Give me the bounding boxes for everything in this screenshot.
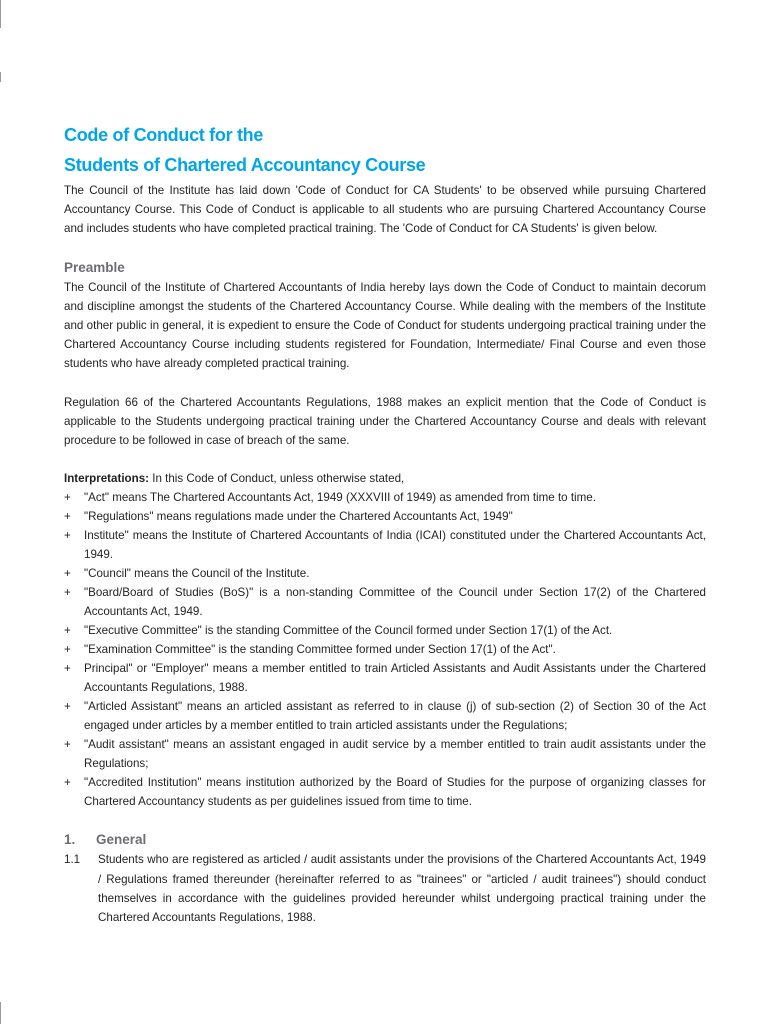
document-title-line2: Students of Chartered Accountancy Course — [64, 155, 426, 175]
plus-bullet-icon: + — [64, 662, 71, 676]
section-1-heading — [64, 830, 706, 850]
list-item-text: "Examination Committee" is the standing Committee formed under Section 17(1) of the Act". — [84, 643, 556, 657]
list-item-text: "Act" means The Chartered Accountants Act, 1949 (XXXVIII of 1949) as amended from time to time. — [84, 491, 596, 505]
list-item-text: "Articled Assistant" means an articled assistant as referred to in clause (j) of sub-section (2) of Section 30 of the Act engaged under articles by a member entitled to train articled assistants under the Regulations; — [84, 700, 706, 733]
intro-paragraph: The Council of the Institute has laid down 'Code of Conduct for CA Students' to be observed while pursuing Chartered Accountancy Course. This Code of Conduct is applicable to all students who are pursuing Chartered Accountancy Course and includes students who have completed practical training. The 'Code of Conduct for CA Students' is given below. — [64, 184, 706, 236]
list-item — [64, 564, 706, 583]
interpretations-lead: In this Code of Conduct, unless otherwise stated, — [149, 472, 405, 486]
crop-mark-middle — [0, 72, 1, 82]
interpretations-list — [64, 488, 706, 811]
list-item — [64, 526, 706, 564]
list-item-text: "Executive Committee" is the standing Committee of the Council formed under Section 17(1) of the Act. — [84, 624, 613, 638]
preamble-heading: Preamble — [64, 259, 125, 275]
plus-bullet-icon: + — [64, 738, 71, 752]
list-item-text: Principal" or "Employer" means a member entitled to train Articled Assistants and Audit Assistants under the Chartered Accountants Regulations, 1988. — [84, 662, 706, 695]
plus-bullet-icon: + — [64, 776, 71, 790]
plus-bullet-icon: + — [64, 567, 71, 581]
preamble-paragraph-1: The Council of the Institute of Chartered Accountants of India hereby lays down the Code of Conduct to maintain decorum and discipline amongst the students of the Chartered Accountancy Course. While dealing with the members of the Institute and other public in general, it is expedient to ensure the Code of Conduct for students undergoing practical training under the Chartered Accountancy Course including students registered for Foundation, Intermediate/ Final Course and even those students who have already completed practical training. — [64, 280, 706, 371]
document-title-line1: Code of Conduct for the — [64, 125, 264, 145]
plus-bullet-icon: + — [64, 643, 71, 657]
plus-bullet-icon: + — [64, 510, 71, 524]
list-item-text: "Regulations" means regulations made under the Chartered Accountants Act, 1949" — [84, 510, 513, 524]
clause-1-1 — [64, 850, 706, 927]
list-item — [64, 735, 706, 773]
interpretations-intro — [64, 469, 706, 488]
crop-mark-top — [0, 0, 1, 28]
crop-mark-bottom — [0, 1002, 1, 1024]
plus-bullet-icon: + — [64, 586, 71, 600]
list-item-text: "Board/Board of Studies (BoS)" is a non-standing Committee of the Council under Section 17(2) of the Chartered Accountants Act, 1949. — [84, 586, 706, 619]
list-item-text: Institute" means the Institute of Chartered Accountants of India (ICAI) constituted under the Chartered Accountants Act, 1949. — [84, 529, 706, 562]
list-item — [64, 507, 706, 526]
list-item — [64, 773, 706, 811]
interpretations-label: Interpretations: — [64, 472, 150, 486]
section-title: General — [96, 832, 147, 848]
list-item — [64, 583, 706, 621]
list-item — [64, 697, 706, 735]
section-number: 1. — [64, 832, 76, 848]
plus-bullet-icon: + — [64, 529, 71, 543]
plus-bullet-icon: + — [64, 700, 71, 714]
preamble-paragraph-2: Regulation 66 of the Chartered Accountants Regulations, 1988 makes an explicit mention that the Code of Conduct is applicable to the Students undergoing practical training under the Chartered Accountancy Course and deals with relevant procedure to be followed in case of breach of the same. — [64, 395, 706, 448]
clause-number: 1.1 — [64, 853, 81, 867]
clause-text: Students who are registered as articled / audit assistants under the provisions of the Chartered Accountants Act, 1949 / Regulations framed thereunder (hereinafter referred to as "trainees" or "articled / audit trainees") should conduct themselves in accordance with the guidelines provided hereunder whilst undergoing practical training under the Chartered Accountants Regulations, 1988. — [98, 853, 706, 925]
list-item — [64, 488, 706, 507]
list-item — [64, 659, 706, 697]
list-item-text: "Council" means the Council of the Institute. — [84, 567, 310, 581]
list-item-text: "Accredited Institution" means institution authorized by the Board of Studies for the purpose of organizing classes for Chartered Accountancy students as per guidelines issued from time to time. — [84, 776, 706, 809]
list-item — [64, 621, 706, 640]
plus-bullet-icon: + — [64, 491, 71, 505]
list-item — [64, 640, 706, 659]
list-item-text: "Audit assistant" means an assistant engaged in audit service by a member entitled to train audit assistants under the Regulations; — [84, 738, 706, 771]
plus-bullet-icon: + — [64, 624, 71, 638]
document-page — [64, 120, 706, 927]
